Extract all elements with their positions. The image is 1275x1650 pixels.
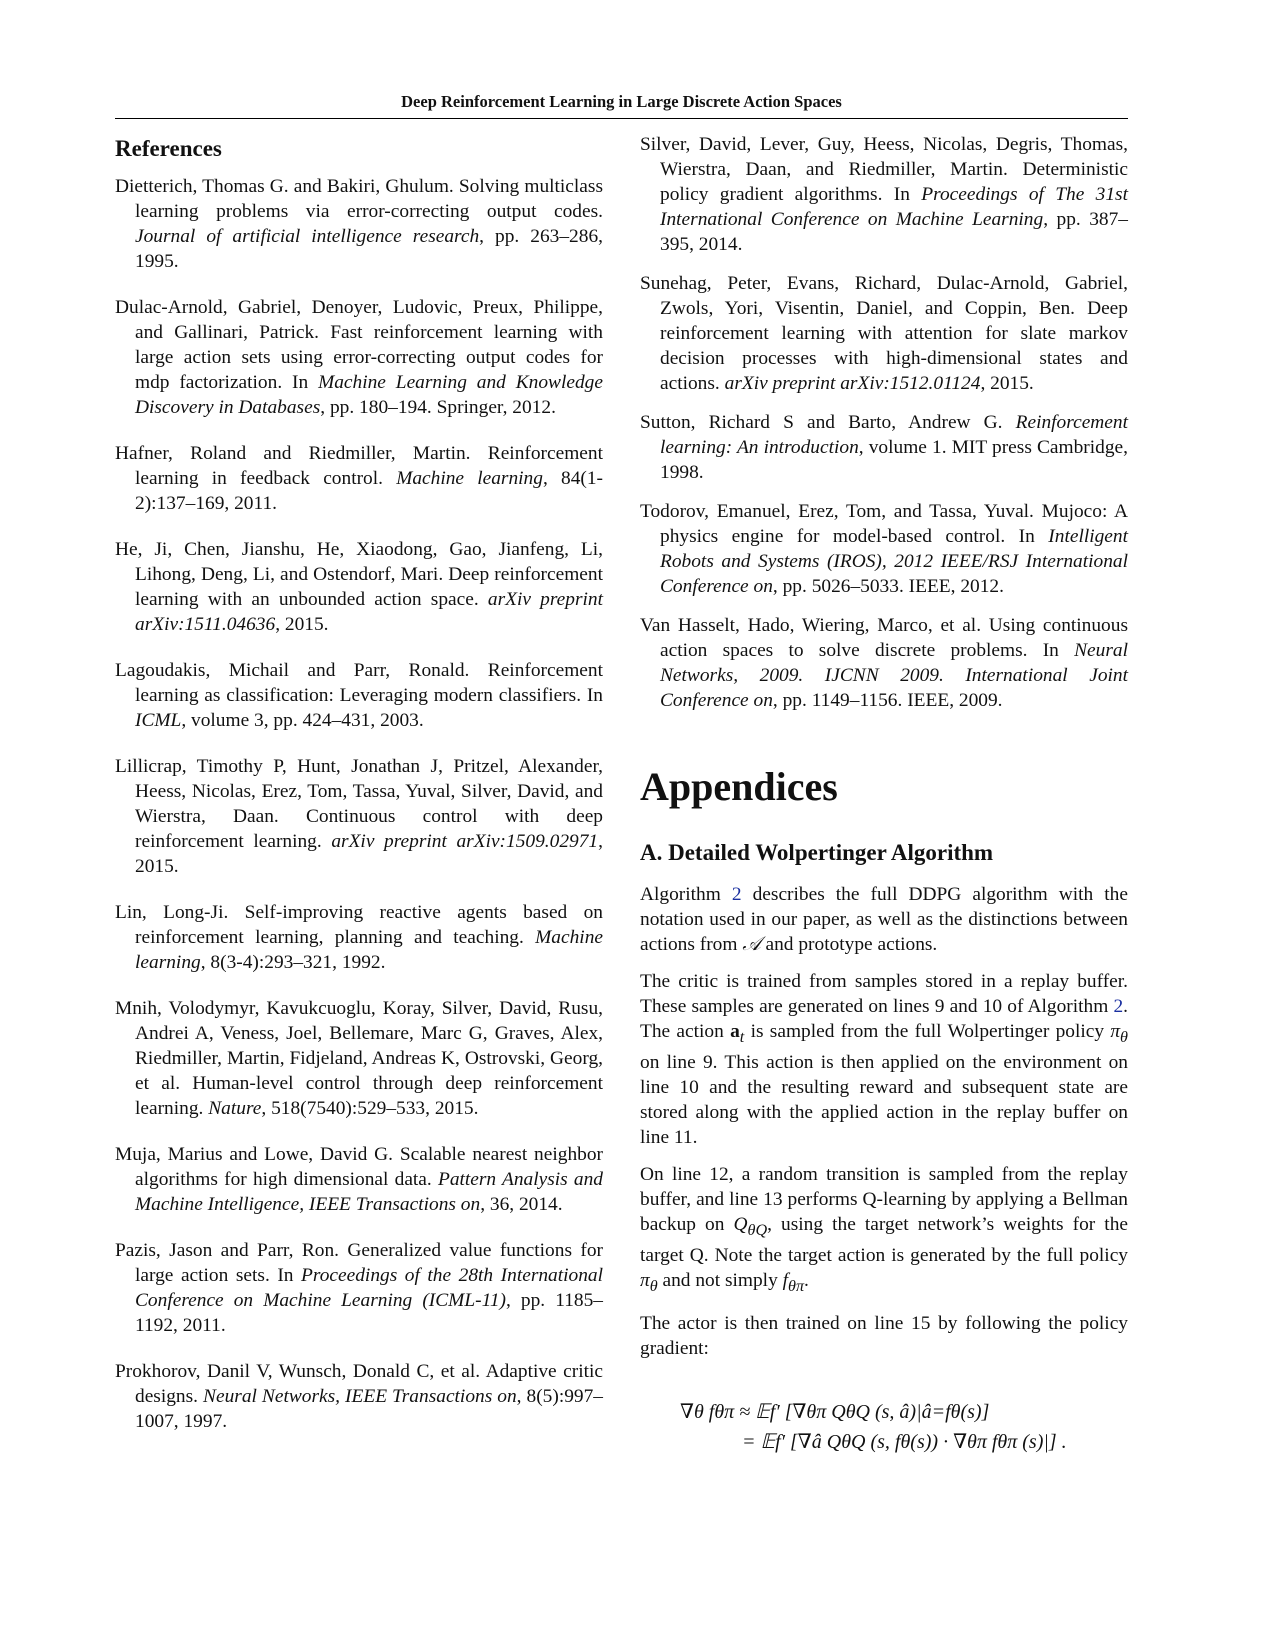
right-column [640,132,1128,1457]
reference-entry: Lagoudakis, Michail and Parr, Ronald. Reinforcement learning as classification: Leveraging modern classifiers. In ICML, volume 3, pp. 424–431, 2003. [115,660,603,731]
reference-venue: Machine Learning and Knowledge Discovery in Databases [135,372,603,418]
policy-symbol: π [640,1269,650,1291]
reference-venue: Reinforcement learning: An introduction [660,412,1128,458]
running-header-title: Deep Reinforcement Learning in Large Discrete Action Spaces [401,92,842,111]
reference-venue: Nature [208,1098,262,1119]
reference-entry: Dulac-Arnold, Gabriel, Denoyer, Ludovic, Preux, Philippe, and Gallinari, Patrick. Fast reinforcement learning with large action sets using error-correcting output codes for mdp factorization. In Machine Learning and Knowledge Discovery in Databases, pp. 180–194. Springer, 2012. [115,297,603,418]
references-list-right [640,132,1128,713]
paragraph-4: The actor is then trained on line 15 by following the policy gradient: [640,1312,1128,1359]
reference-venue: Machine learning [135,927,603,973]
reference-venue: Neural Networks, IEEE Transactions on [203,1386,517,1407]
reference-entry: Lillicrap, Timothy P, Hunt, Jonathan J, Pritzel, Alexander, Heess, Nicolas, Erez, Tom, Tassa, Yuval, Silver, David, and Wierstra, Daan. Continuous control with deep reinforcement learning. arXiv preprint arXiv:1509.02971, 2015. [115,756,603,877]
algorithm-ref-link[interactable]: 2 [1113,996,1124,1017]
actor-symbol: f [782,1269,789,1291]
paragraph-3: On line 12, a random transition is sampled from the replay buffer, and line 13 performs Q-learning by applying a Bellman backup on $Q_{\theta Q}$, using the target network’s weights for the target Q. Note the target action is generated by the full policy $\pi_\theta$ and not simply $f_{\theta\pi}$. [640,1163,1128,1295]
algorithm-ref-link[interactable]: 2 [731,884,742,905]
action-symbol: a [730,1021,740,1042]
references-heading: References [115,136,222,161]
running-header [115,92,1128,119]
equation-line-1: ∇θ fθπ ≈ 𝔼f′ [∇θπ QθQ (s, â)|â=fθ(s)] [680,1400,990,1423]
policy-symbol: π [1110,1021,1121,1042]
reference-venue: ICML [135,710,182,731]
paragraph-2: The critic is trained from samples stored in a replay buffer. These samples are generated on lines 9 and 10 of Algorithm 2. The action $a_t$ is sampled from the full Wolpertinger policy $\pi_\theta$ on line 9. This action is then applied on the environment on line 10 and the resulting reward and subsequent state are stored along with the applied action in the replay buffer on line 11. [640,971,1128,1148]
reference-entry: Hafner, Roland and Riedmiller, Martin. Reinforcement learning in feedback control. Machine learning, 84(1-2):137–169, 2011. [115,443,604,514]
reference-venue: Proceedings of the 28th International Conference on Machine Learning (ICML-11) [135,1265,603,1311]
action-set-symbol: 𝒜 [742,934,761,955]
reference-entry: Sutton, Richard S and Barto, Andrew G. Reinforcement learning: An introduction, volume 1. MIT press Cambridge, 1998. [640,412,1128,483]
reference-entry: Van Hasselt, Hado, Wiering, Marco, et al. Using continuous action spaces to solve discrete problems. In Neural Networks, 2009. IJCNN 2009. International Joint Conference on, pp. 1149–1156. IEEE, 2009. [640,615,1128,711]
reference-venue: arXiv preprint arXiv:1512.01124 [724,373,981,394]
q-function-symbol: Q [733,1213,748,1235]
reference-venue: arXiv preprint arXiv:1509.02971 [331,831,599,852]
reference-entry: Pazis, Jason and Parr, Ron. Generalized value functions for large action sets. In Proceedings of the 28th International Conference on Machine Learning (ICML-11), pp. 1185–1192, 2011. [115,1240,603,1336]
reference-entry: Prokhorov, Danil V, Wunsch, Donald C, et al. Adaptive critic designs. Neural Networks, IEEE Transactions on, 8(5):997–1007, 1997. [115,1361,604,1432]
reference-entry: Todorov, Emanuel, Erez, Tom, and Tassa, Yuval. Mujoco: A physics engine for model-based control. In Intelligent Robots and Systems (IROS), 2012 IEEE/RSJ International Conference on, pp. 5026–5033. IEEE, 2012. [640,501,1128,597]
reference-entry: Silver, David, Lever, Guy, Heess, Nicolas, Degris, Thomas, Wierstra, Daan, and Riedmiller, Martin. Deterministic policy gradient algorithms. In Proceedings of The 31st International Conference on Machine Learning, pp. 387–395, 2014. [640,134,1129,255]
paragraph-1: Algorithm 2 describes the full DDPG algorithm with the notation used in our paper, as well as the distinctions between actions from 𝒜 and prototype actions. [640,884,1128,955]
reference-entry: Mnih, Volodymyr, Kavukcuoglu, Koray, Silver, David, Rusu, Andrei A, Veness, Joel, Bellemare, Marc G, Graves, Alex, Riedmiller, Martin, Fidjeland, Andreas K, Ostrovski, Georg, et al. Human-level control through deep reinforcement learning. Nature, 518(7540):529–533, 2015. [115,998,603,1119]
reference-entry: Lin, Long-Ji. Self-improving reactive agents based on reinforcement learning, planning and teaching. Machine learning, 8(3-4):293–321, 1992. [115,902,603,973]
policy-gradient-equation [680,1397,1128,1457]
reference-venue: Journal of artificial intelligence research [135,226,480,247]
reference-entry: Sunehag, Peter, Evans, Richard, Dulac-Arnold, Gabriel, Zwols, Yori, Visentin, Daniel, and Coppin, Ben. Deep reinforcement learning with attention for slate markov decision processes with high-dimensional states and actions. arXiv preprint arXiv:1512.01124, 2015. [640,273,1128,394]
reference-entry: Muja, Marius and Lowe, David G. Scalable nearest neighbor algorithms for high dimensional data. Pattern Analysis and Machine Intelligence, IEEE Transactions on, 36, 2014. [115,1144,603,1215]
reference-venue: arXiv preprint arXiv:1511.04636 [135,589,603,635]
reference-entry: Dietterich, Thomas G. and Bakiri, Ghulum. Solving multiclass learning problems via error-correcting output codes. Journal of artificial intelligence research, pp. 263–286, 1995. [115,176,603,272]
equation-line-2: = 𝔼f′ [∇â QθQ (s, fθ(s)) · ∇θπ fθπ (s)|] . [742,1430,1067,1453]
reference-venue: Intelligent Robots and Systems (IROS), 2012 IEEE/RSJ International Conference on [660,526,1128,597]
left-column [115,132,603,1455]
section-a-heading: A. Detailed Wolpertinger Algorithm [640,840,994,865]
references-list-left [115,174,603,1434]
reference-venue: Proceedings of The 31st International Conference on Machine Learning [660,184,1128,230]
appendices-heading: Appendices [640,764,838,809]
reference-venue: Machine learning [396,468,543,489]
reference-entry: He, Ji, Chen, Jianshu, He, Xiaodong, Gao, Jianfeng, Li, Lihong, Deng, Li, and Ostendorf, Mari. Deep reinforcement learning with an unbounded action space. arXiv preprint arXiv:1511.04636, 2015. [115,539,603,635]
reference-venue: Pattern Analysis and Machine Intelligence, IEEE Transactions on [135,1169,603,1215]
reference-venue: Neural Networks, 2009. IJCNN 2009. International Joint Conference on [660,640,1128,711]
